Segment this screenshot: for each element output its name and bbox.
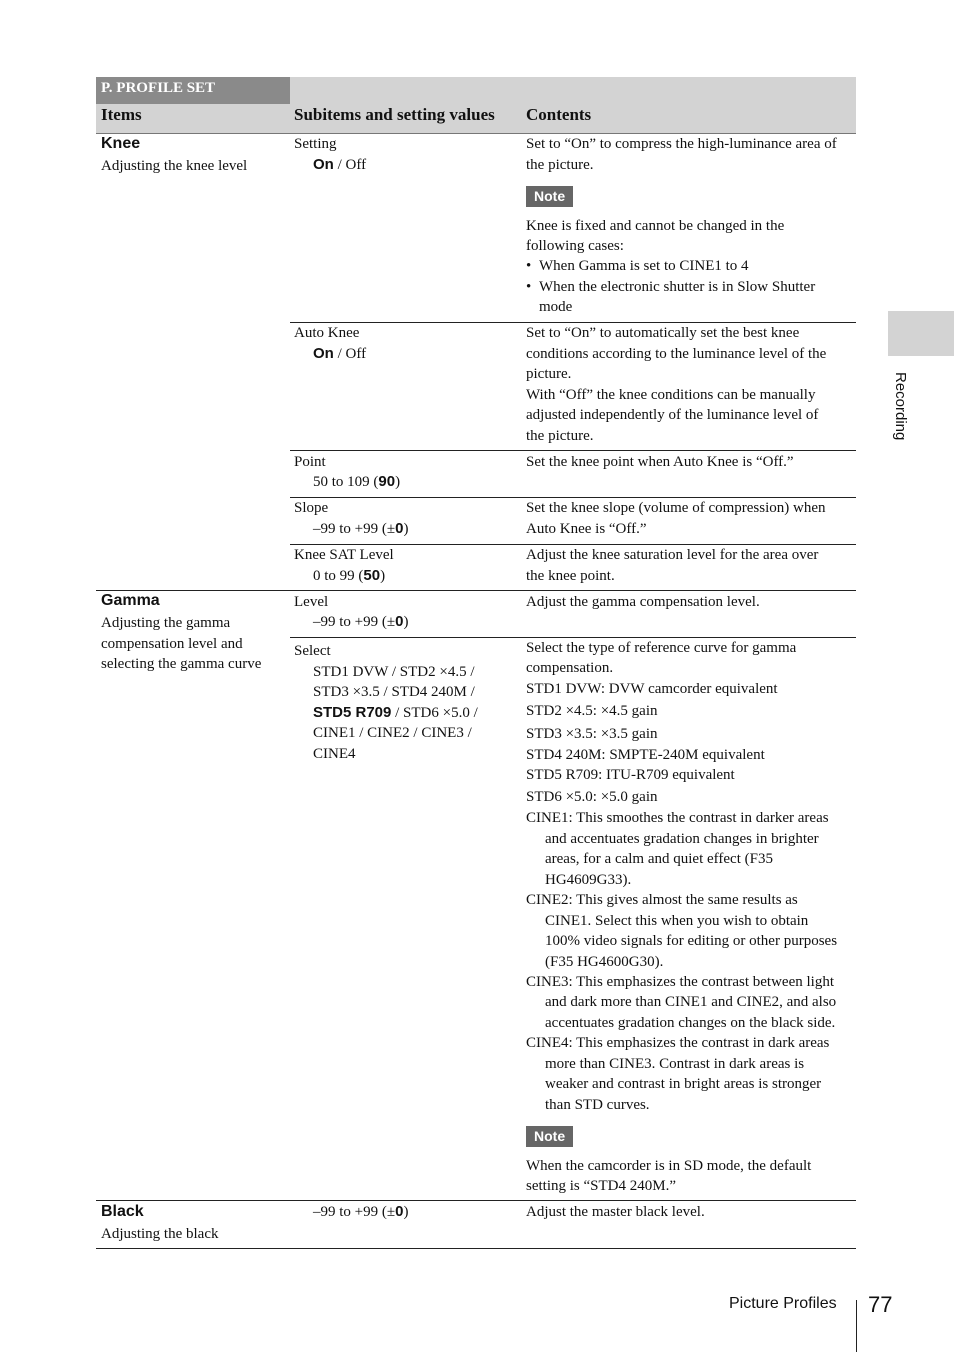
header-items: Items [101,105,142,124]
cine4-text-1: CINE4: This emphasizes the contrast in dark areas [526,1035,830,1051]
chapter-label: Recording [892,372,909,441]
cine1-text-1: CINE1: This smoothes the contrast in darker areas [526,810,829,826]
gamma-select-content-8: STD6 ×5.0: ×5.0 gain [526,789,658,805]
cine1-text-3: areas, for a calm and quiet effect (F35 [545,851,773,867]
knee-note-bullet-2a: When the electronic shutter is in Slow Shutter [539,279,816,295]
black-item-name: Black [101,1203,144,1220]
black-item-desc: Adjusting the black [101,1226,219,1242]
point-label: Point [294,454,326,470]
knee-sat-content-1: Adjust the knee saturation level for the area over [526,547,819,563]
gamma-select-content-6: STD4 240M: SMPTE-240M equivalent [526,747,765,763]
range-text: –99 to +99 (± [313,521,396,537]
cine1-text-4: HG4609G33). [545,872,632,888]
slope-label: Slope [294,500,329,516]
header-subitems: Subitems and setting values [294,105,495,124]
other-values: / Off [333,157,367,173]
range-close: ) [403,521,409,537]
gamma-level-content: Adjust the gamma compensation level. [526,594,760,610]
knee-sat-content-2: the knee point. [526,568,615,584]
knee-setting-values [313,155,366,176]
gamma-select-values-4: CINE1 / CINE2 / CINE3 / [313,725,472,741]
cine2-text-4: (F35 HG4600G30). [545,954,664,970]
cine3-text-1: CINE3: This emphasizes the contrast between light [526,974,834,990]
point-values [313,472,400,493]
range-close: ) [403,614,409,630]
gamma-level-values [313,612,408,633]
gamma-item-desc-1: Adjusting the gamma [101,615,231,631]
auto-knee-label: Auto Knee [294,325,360,341]
auto-knee-content-1: Set to “On” to automatically set the best knee [526,325,800,341]
gamma-select-content-7: STD5 R709: ITU-R709 equivalent [526,767,735,783]
gamma-item-name: Gamma [101,592,160,609]
default-value: On [313,156,334,173]
auto-knee-content-2: conditions according to the luminance level of the [526,346,827,362]
other-values: / Off [333,346,367,362]
chapter-tab [888,311,954,356]
knee-note-bullet-2b: mode [539,299,573,315]
cine3-text-3: accentuates gradation changes on the black side. [545,1015,836,1031]
gamma-select-content-2: compensation. [526,660,614,676]
knee-setting-label: Setting [294,136,337,152]
footer-section-title: Picture Profiles [729,1295,837,1312]
cine2-text-1: CINE2: This gives almost the same results as [526,892,798,908]
table-header [96,77,856,134]
knee-note-text-1: Knee is fixed and cannot be changed in the [526,218,785,234]
gamma-select-content-5: STD3 ×3.5: ×3.5 gain [526,726,658,742]
auto-knee-content-3: picture. [526,366,572,382]
header-contents: Contents [526,105,592,124]
auto-knee-values [313,344,366,365]
knee-setting-content-1: Set to “On” to compress the high-luminance area of [526,136,837,152]
note-badge [526,1126,573,1148]
range-text: 0 to 99 ( [313,568,364,584]
auto-knee-content-5: adjusted independently of the luminance level of [526,407,819,423]
default-value: STD5 R709 [313,704,392,721]
default-value: 0 [395,520,404,537]
gamma-note-text-1: When the camcorder is in SD mode, the default [526,1158,812,1174]
black-values [313,1202,408,1223]
range-close: ) [380,568,386,584]
profile-table [96,77,856,134]
cine4-text-4: than STD curves. [545,1097,650,1113]
gamma-select-values-2: STD3 ×3.5 / STD4 240M / [313,684,475,700]
range-text: 50 to 109 ( [313,474,379,490]
knee-note-bullet-1: When Gamma is set to CINE1 to 4 [539,258,749,274]
page-number: 77 [868,1292,893,1317]
knee-note-text-2: following cases: [526,238,624,254]
knee-sat-values [313,566,385,587]
gamma-select-values-5: CINE4 [313,746,356,762]
range-text: –99 to +99 (± [313,1204,396,1220]
default-value: On [313,345,334,362]
gamma-item-desc-2: compensation level and [101,636,243,652]
note-badge [526,186,573,208]
range-close: ) [395,474,401,490]
note-label: Note [526,186,573,207]
slope-content-1: Set the knee slope (volume of compression) when [526,500,826,516]
table-bottom-rule [96,1248,856,1249]
bullet-icon: • [526,279,532,295]
gamma-select-label: Select [294,643,331,659]
slope-content-2: Auto Knee is “Off.” [526,521,647,537]
footer-divider [856,1300,857,1352]
default-value: 0 [395,613,404,630]
knee-item-desc: Adjusting the knee level [101,158,248,174]
knee-setting-content-2: the picture. [526,157,594,173]
gamma-select-content-3: STD1 DVW: DVW camcorder equivalent [526,681,778,697]
bullet-icon: • [526,258,532,274]
cine3-text-2: and dark more than CINE1 and CINE2, and also [545,994,837,1010]
range-close: ) [403,1204,409,1220]
point-content: Set the knee point when Auto Knee is “Off.” [526,454,794,470]
gamma-select-content-4: STD2 ×4.5: ×4.5 gain [526,703,658,719]
knee-item-name: Knee [101,135,141,152]
gamma-level-label: Level [294,594,329,610]
knee-sat-label: Knee SAT Level [294,547,394,563]
cine4-text-3: weaker and contrast in bright areas is stronger [545,1076,822,1092]
black-content: Adjust the master black level. [526,1204,705,1220]
range-text: –99 to +99 (± [313,614,396,630]
row-divider [290,450,856,451]
auto-knee-content-6: the picture. [526,428,594,444]
cine2-text-3: 100% video signals for editing or other purposes [545,933,838,949]
gamma-item-desc-3: selecting the gamma curve [101,656,262,672]
gamma-select-values-1: STD1 DVW / STD2 ×4.5 / [313,664,475,680]
slope-values [313,519,408,540]
cine4-text-2: more than CINE3. Contrast in dark areas is [545,1056,805,1072]
row-divider [96,1200,856,1201]
default-value: 0 [395,1203,404,1220]
gamma-select-values-3 [313,703,478,724]
default-value: 50 [363,567,381,584]
default-value: 90 [378,473,396,490]
auto-knee-content-4: With “Off” the knee conditions can be manually [526,387,816,403]
profile-set-tab: P. PROFILE SET [96,77,290,104]
gamma-note-text-2: setting is “STD4 240M.” [526,1178,676,1194]
cine2-text-2: CINE1. Select this when you wish to obtain [545,913,809,929]
cine1-text-2: and accentuates gradation changes in brighter [545,831,819,847]
row-divider [96,590,856,591]
other-values: / STD6 ×5.0 / [391,705,478,721]
note-label: Note [526,1126,573,1147]
gamma-select-content-1: Select the type of reference curve for gamma [526,640,797,656]
